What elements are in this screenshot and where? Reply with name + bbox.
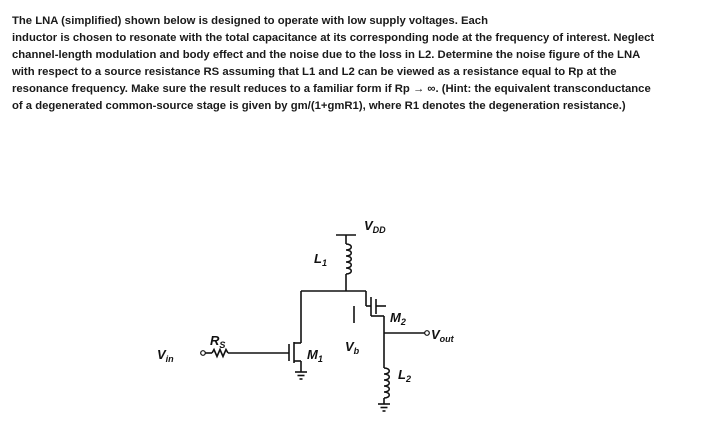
problem-line-1: The LNA (simplified) shown below is designed to operate with low supply voltages. Each	[12, 15, 488, 27]
m1-label: $M_1$	[307, 347, 323, 364]
vb-label: $V_b$	[345, 339, 360, 356]
l1-label: $L_1$	[314, 251, 327, 268]
vin-terminal	[201, 351, 206, 356]
vin-label: $V_{in}$	[157, 347, 174, 364]
problem-line-5: resonance frequency. Make sure the result reduces to a familiar form if Rp → ∞. (Hint: the equivalent transconductance	[12, 83, 651, 95]
problem-line-4: with respect to a source resistance RS assuming that L1 and L2 can be viewed as a resistance equal to Rp at the	[12, 66, 617, 78]
problem-line-3: channel-length modulation and body effect and the noise due to the loss in L2. Determine the noise figure of the LNA	[12, 49, 641, 61]
l2-inductor	[384, 368, 389, 398]
vout-terminal	[425, 331, 430, 336]
vout-label: $V_{out}$	[431, 327, 454, 344]
problem-line-6: of a degenerated common-source stage is given by gm/(1+gmR1), where R1 denotes the degeneration resistance.)	[12, 100, 626, 112]
m2-label: $M_2$	[390, 310, 406, 327]
l2-label: $L_2$	[398, 367, 411, 384]
rs-resistor	[212, 350, 228, 357]
rs-label: $R_S$	[210, 333, 226, 350]
l1-inductor	[346, 244, 351, 274]
problem-line-2: inductor is chosen to resonate with the total capacitance at its corresponding node at the frequency of interest. Neglect	[12, 32, 655, 44]
vdd-label: $V_{DD}$	[364, 218, 386, 235]
